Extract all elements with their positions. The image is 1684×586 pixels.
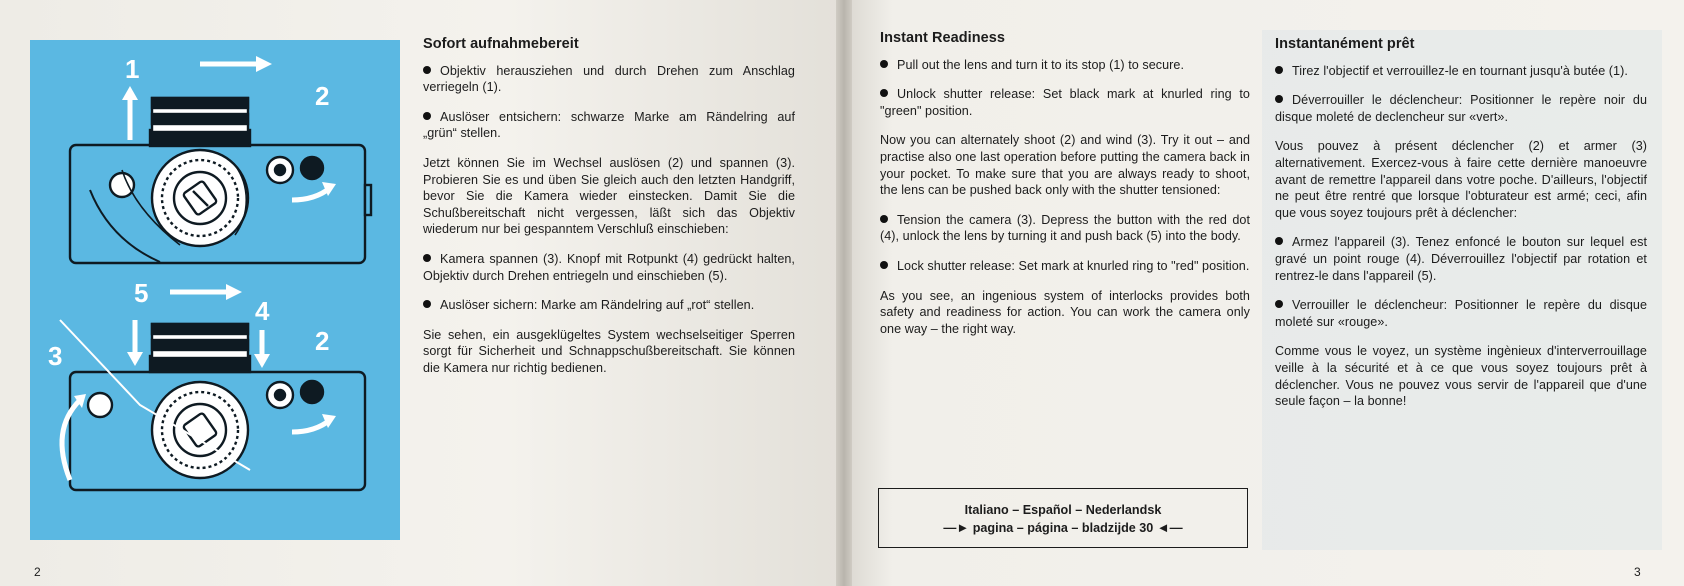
bullet-icon [423,254,431,262]
pages-line: —► pagina – página – bladzijde 30 ◄— [943,520,1183,535]
german-step: Auslöser entsichern: schwarze Marke am Rändelring auf „grün“ stellen. [423,109,795,141]
english-step: Tension the camera (3). Depress the button with the red dot (4), unlock the lens by turning it and push back (5) into the body. [880,212,1250,244]
step-number: 4 [255,296,270,326]
french-step: Armez l'appareil (3). Tenez enfoncé le bouton sur lequel est gravé un point rouge (4). Déverrouillez l'objectif par rotation et rentrez-le dans l'appareil (5). [1275,235,1647,283]
german-step: Objektiv herausziehen und durch Drehen zum Anschlag verriegeln (1). [423,63,795,95]
bullet-icon [423,66,431,74]
english-paragraph: Now you can alternately shoot (2) and wind (3). Try it out – and practise also one last operation before putting the camera back in your pocket. To make sure that you are always ready to shoot, the lens can be pushed back only with the shutter tensioned: [880,133,1250,198]
step-number: 2 [315,81,330,111]
french-column [1275,36,1647,423]
german-step: Auslöser sichern: Marke am Rändelring auf „rot“ stellen. [423,297,795,314]
bullet-icon [423,300,431,308]
arrow-right-icon: —► [943,520,970,535]
english-paragraph: As you see, an ingenious system of interlocks provides both safety and readiness for action. You can work the camera only one way – the right way. [880,288,1250,336]
bullet-icon [880,215,888,223]
languages-line: Italiano – Español – Nederlandsk [964,503,1162,517]
step-number: 2 [315,326,330,356]
english-step: Lock shutter release: Set mark at knurled ring to "red" position. [880,258,1250,275]
page-number-left: 2 [34,565,41,579]
camera-illustration [30,40,400,540]
english-heading: Instant Readiness [880,30,1005,46]
french-paragraph: Vous pouvez à présent déclencher (2) et armer (3) alternativement. Exercez-vous à faire cette dernière manoeuvre avant de remettre l'appareil dans votre poche. D'ailleurs, l'objectif ne peut être rentré que lorsque l'obturateur est armé; ceci, afin que vous soyez toujours prêt à déclencher: [1275,139,1647,220]
german-heading: Sofort aufnahmebereit [423,36,579,52]
french-step: Verrouiller le déclencheur: Positionner le repère du disque moleté sur «rouge». [1275,298,1647,329]
bullet-icon [1275,95,1283,103]
arrow-left-icon: ◄— [1156,520,1183,535]
bullet-icon [880,89,888,97]
book-gutter [836,0,852,586]
languages-box [878,488,1248,548]
english-step: Pull out the lens and turn it to its stop (1) to secure. [880,57,1250,74]
english-column [880,30,1250,350]
german-paragraph: Sie sehen, ein ausgeklügeltes System wechselseitiger Sperren sorgt für Sicherheit und Schnappschußbereitschaft. Sie können die Kamera nur richtig bedienen. [423,327,795,375]
french-step: Tirez l'objectif et verrouillez-le en tournant jusqu'à butée (1). [1275,63,1647,80]
bullet-icon [1275,300,1283,308]
french-paragraph: Comme vous le voyez, un système ingènieux d'interverrouillage veille à la sécurité et à ce que vous soyez toujours prêt à déclencher. Vous ne pouvez vous servir de l'appareil que d'une seule façon – la bonne! [1275,344,1647,409]
step-number: 1 [125,54,140,84]
step-number: 5 [134,278,149,308]
bullet-icon [880,60,888,68]
english-step: Unlock shutter release: Set black mark at knurled ring to "green" position. [880,87,1250,118]
bullet-icon [880,261,888,269]
french-step: Déverrouiller le déclencheur: Positionner le repère noir du disque moleté de declencheur sur «vert». [1275,93,1647,124]
camera-diagram [30,40,400,540]
german-column [423,36,795,390]
german-paragraph: Jetzt können Sie im Wechsel auslösen (2) und spannen (3). Probieren Sie es und üben Sie gleich auch den letzten Handgriff, bevor Sie die Kamera wieder einstecken. Damit Sie die Schußbereitschaft nicht vergessen, läßt sich das Objektiv wiederum nur bei gespanntem Verschluß einschieben: [423,155,795,237]
page-number-right: 3 [1634,565,1641,579]
bullet-icon [1275,66,1283,74]
german-step: Kamera spannen (3). Knopf mit Rotpunkt (4) gedrückt halten, Objektiv durch Drehen entriegeln und einschieben (5). [423,251,795,283]
french-heading: Instantanément prêt [1275,36,1415,52]
step-number: 3 [48,341,63,371]
bullet-icon [1275,237,1283,245]
bullet-icon [423,112,431,120]
